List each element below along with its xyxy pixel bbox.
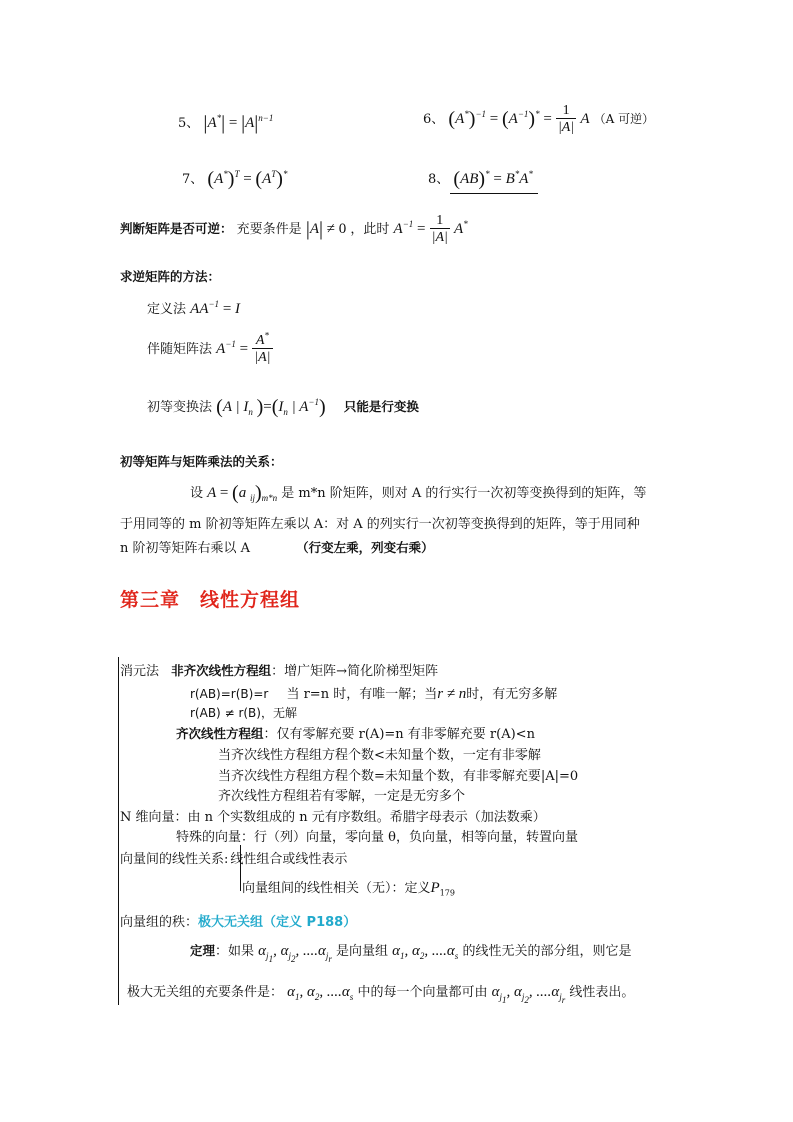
invertible-line: 判断矩阵是否可逆： 充要条件是 |A| ≠ 0 ，此时 $A^{-1}$ = $\frac{1}{|A|}$ A* — [120, 213, 468, 245]
ch3-line-13: 定理：如果 $\alpha_{j_1}$, $\alpha_{j_2}$, $....\alpha_{j_r}$ 是向量组 $\alpha_1$, $\alpha_2$, $....\alpha_s$ 的线性无关的部分组，则它是 — [190, 943, 632, 964]
ch3-line-3: r(AB) ≠ r(B)，无解 — [190, 706, 297, 720]
ch3-line-7: 齐次线性方程组若有零解，一定是无穷多个 — [218, 789, 466, 804]
elementary-line-2: 于用同等的 m 阶初等矩阵左乘以 A：对 A 的列实行一次初等变换得到的矩阵，等于用同种 — [120, 517, 640, 532]
ch3-line-8: N 维向量：由 n 个实数组成的 n 元有序数组。希腊字母表示（加法数乘） — [120, 810, 546, 825]
inverse-methods-heading: 求逆矩阵的方法： — [120, 269, 221, 284]
method-elementary: 初等变换法 (A | $I_n$ )$=(I_n$ | $A^{-1}$) 只能是行变换 — [147, 396, 419, 418]
method-definition: 定义法 $AA^{-1} = I$ — [147, 299, 241, 317]
elementary-line-3: n 阶初等矩阵右乘以 A （行变左乘，列变右乘） — [120, 540, 434, 556]
ch3-line-12: 向量组的秩：极大无关组（定义 P188） — [120, 915, 357, 930]
ch3-line-14: 极大无关组的充要条件是： $\alpha_1$, $\alpha_2$, $....\alpha_s$ 中的每一个向量都可由 $\alpha_{j_1}$, $\alpha_{j_2}$, $....\alpha_{j_r}$ 线性表出。 — [127, 984, 635, 1005]
method-adjoint: 伴随矩阵法 $A^{-1}$ = $\frac{A^*}{|A|}$ — [147, 330, 271, 365]
elementary-line-1: 设 A = (a $_{ij})_{m*n}$ 是 m*n 阶矩阵，则对 A 的行实行一次初等变换得到的矩阵，等 — [190, 482, 647, 504]
property-5: 5、 $|A^*| = |A|^{n-1}$ — [178, 112, 274, 134]
property-7: 7、 $(A^*)^T = (A^T)^*$ — [182, 168, 288, 190]
ch3-line-6: 当齐次线性方程组方程个数=未知量个数，有非零解充要|A|=0 — [218, 769, 579, 784]
ch3-line-11: 向量组间的线性相关（无）：定义$P_{179}$ — [242, 880, 455, 898]
property-8: 8、 (AB)* = B*A* — [428, 168, 533, 190]
ch3-line-9: 特殊的向量：行（列）向量，零向量 θ，负向量，相等向量，转置向量 — [176, 830, 578, 845]
elementary-heading: 初等矩阵与矩阵乘法的关系： — [120, 454, 283, 469]
ch3-line-1: 消元法 非齐次线性方程组：增广矩阵→简化阶梯型矩阵 — [120, 663, 439, 679]
ch3-line-2: r(AB)=r(B)=r 当 r=n 时，有唯一解；当r ≠ n时，有无穷多解 — [190, 686, 558, 702]
underline — [450, 193, 538, 194]
chapter-title: 第三章 线性方程组 — [120, 589, 301, 611]
outer-bracket-line — [118, 657, 119, 1005]
ch3-line-4: 齐次线性方程组：仅有零解充要 r(A)=n 有非零解充要 r(A)<n — [176, 726, 535, 742]
ch3-line-5: 当齐次线性方程组方程个数<未知量个数，一定有非零解 — [218, 748, 541, 763]
property-6: 6、 $(A^*)^{-1} = (A^{-1})^*$ = $\frac{1}{|A|}$ A （A 可逆） — [423, 103, 655, 135]
ch3-line-10: 向量间的线性关系: 线性组合或线性表示 — [120, 852, 348, 867]
